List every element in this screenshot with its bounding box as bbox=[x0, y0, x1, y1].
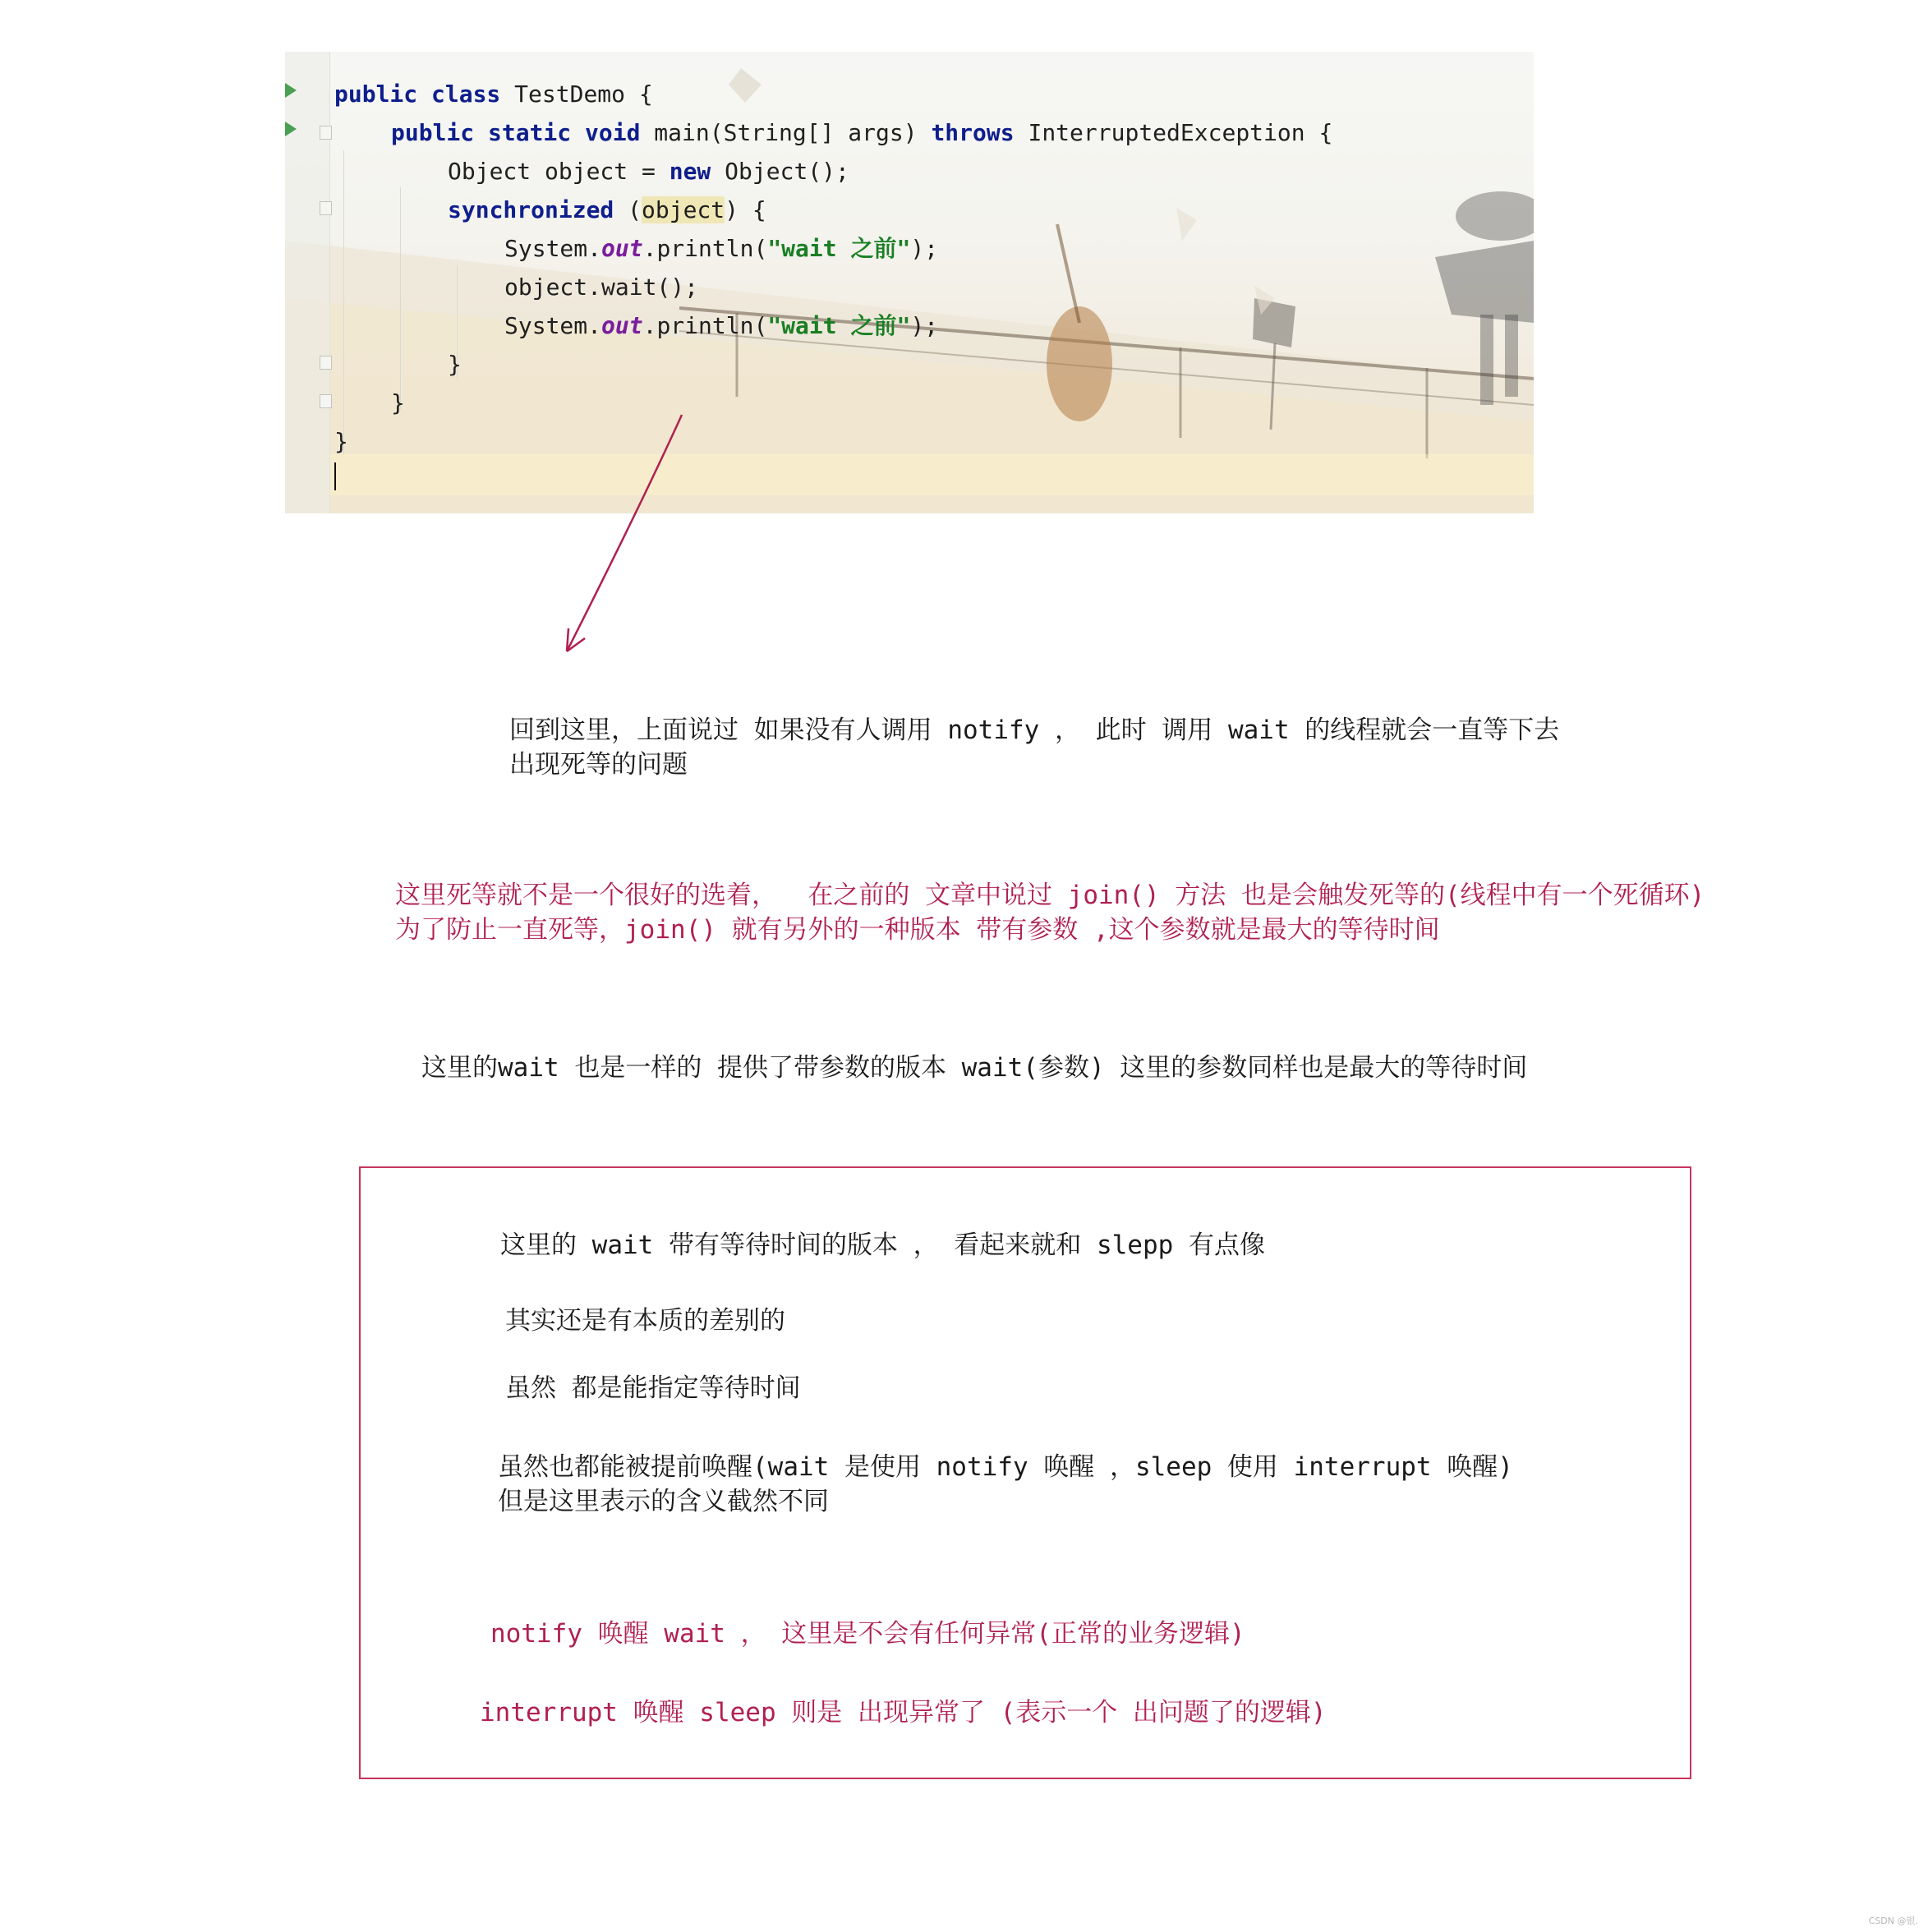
code-text: ); bbox=[910, 235, 939, 262]
box-line-notify-wait: notify 唤醒 wait ， 这里是不会有任何异常(正常的业务逻辑) bbox=[490, 1619, 1245, 1649]
note-paragraph-3: 这里的wait 也是一样的 提供了带参数的版本 wait(参数) 这里的参数同样也是最大的等待时间 bbox=[421, 1053, 1528, 1083]
watermark: CSDN @银. bbox=[1868, 1916, 1918, 1926]
box-line-wait-vs-sleep: 这里的 wait 带有等待时间的版本 ， 看起来就和 slepp 有点像 bbox=[500, 1230, 1265, 1260]
code-line-4[interactable] bbox=[448, 191, 766, 229]
annotation-arrow bbox=[550, 407, 690, 661]
box-line-wait-time: 虽然 都是能指定等待时间 bbox=[505, 1373, 801, 1403]
run-main-icon[interactable] bbox=[285, 122, 297, 136]
box-line-early-wake-2: 但是这里表示的含义截然不同 bbox=[498, 1487, 829, 1516]
code-text: main(String[] args) bbox=[640, 119, 932, 146]
code-text: .println( bbox=[642, 312, 768, 339]
code-text: object.wait(); bbox=[504, 274, 699, 301]
code-line-3[interactable] bbox=[448, 152, 849, 191]
fold-main-icon[interactable] bbox=[320, 126, 332, 140]
code-text: System. bbox=[504, 235, 602, 262]
keyword: public class bbox=[334, 80, 501, 108]
indent-guide bbox=[343, 150, 344, 454]
code-text: } bbox=[391, 389, 405, 416]
code-line-5[interactable] bbox=[504, 229, 938, 268]
gutter-divider bbox=[329, 52, 330, 513]
box-line-interrupt-sleep: interrupt 唤醒 sleep 则是 出现异常了 (表示一个 出问题了的逻辑) bbox=[480, 1698, 1327, 1727]
fold-end-synchronized-icon[interactable] bbox=[320, 356, 332, 370]
code-text: System. bbox=[504, 312, 602, 339]
code-line-10[interactable] bbox=[334, 422, 348, 461]
code-text: ); bbox=[910, 312, 939, 339]
code-text: } bbox=[334, 428, 348, 455]
note-paragraph-2-line-2: 为了防止一直死等，join() 就有另外的一种版本 带有参数 ,这个参数就是最大的等待时间 bbox=[395, 915, 1440, 945]
string-literal: "wait 之前" bbox=[767, 235, 911, 262]
code-line-6[interactable] bbox=[504, 268, 698, 306]
code-line-1[interactable] bbox=[334, 75, 653, 113]
code-text: Object(); bbox=[711, 158, 849, 185]
code-text: } bbox=[448, 351, 462, 378]
keyword: new bbox=[669, 158, 711, 185]
highlighted-identifier: object bbox=[642, 196, 725, 223]
static-field: out bbox=[601, 312, 643, 339]
code-line-9[interactable] bbox=[391, 384, 405, 422]
note-paragraph-1-line-2: 出现死等的问题 bbox=[509, 750, 688, 780]
code-text: InterruptedException { bbox=[1014, 119, 1333, 146]
code-line-2[interactable] bbox=[391, 113, 1332, 152]
keyword: throws bbox=[931, 119, 1015, 146]
indent-guide bbox=[400, 187, 401, 409]
code-text: ( bbox=[614, 196, 642, 223]
code-line-8[interactable] bbox=[448, 345, 462, 384]
current-line-highlight bbox=[330, 454, 1534, 495]
string-literal: "wait 之前" bbox=[767, 312, 911, 339]
note-paragraph-2-line-1: 这里死等就不是一个很好的选着， 在之前的 文章中说过 join() 方法 也是会触发死等的(线程中有一个死循环) bbox=[395, 881, 1705, 910]
code-text: ) { bbox=[725, 196, 766, 223]
keyword: synchronized bbox=[448, 196, 614, 223]
code-text: .println( bbox=[642, 235, 768, 262]
static-field: out bbox=[601, 235, 643, 262]
code-editor-screenshot bbox=[285, 52, 1534, 513]
fold-synchronized-icon[interactable] bbox=[320, 201, 332, 215]
text-caret bbox=[334, 462, 336, 490]
code-line-7[interactable] bbox=[504, 306, 938, 345]
note-paragraph-1-line-1: 回到这里，上面说过 如果没有人调用 notify ， 此时 调用 wait 的线程就会一直等下去 bbox=[509, 715, 1560, 745]
run-class-icon[interactable] bbox=[285, 83, 297, 98]
box-line-early-wake-1: 虽然也都能被提前唤醒(wait 是使用 notify 唤醒 ，sleep 使用 interrupt 唤醒) bbox=[498, 1452, 1513, 1482]
code-text: Object object = bbox=[448, 158, 670, 185]
code-text: TestDemo { bbox=[500, 80, 653, 108]
box-line-difference: 其实还是有本质的差别的 bbox=[505, 1306, 785, 1336]
keyword: public static void bbox=[391, 119, 641, 146]
fold-end-main-icon[interactable] bbox=[320, 394, 332, 408]
